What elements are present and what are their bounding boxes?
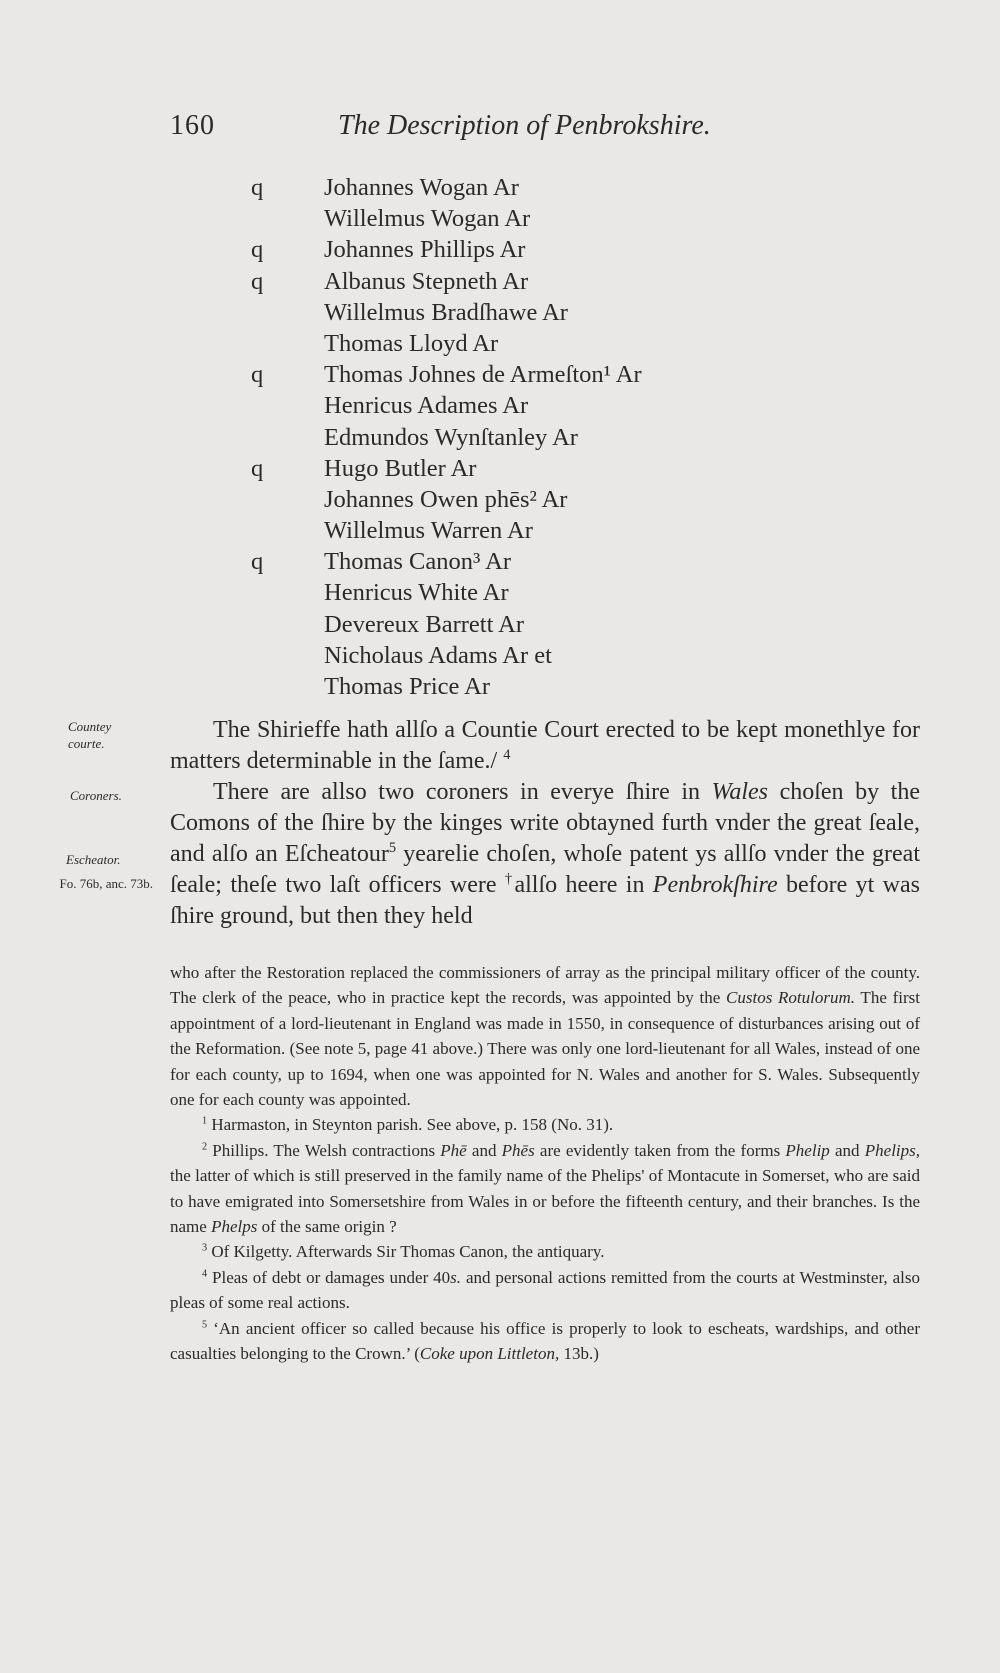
roster-mark: q — [251, 454, 264, 482]
roster-name: Johannes Owen phēs² Ar — [324, 485, 568, 513]
roster-name: Willelmus Bradſhawe Ar — [324, 298, 568, 326]
roster-entry — [180, 577, 780, 608]
roster-mark: q — [251, 361, 264, 389]
paragraph-coroners: There are allso two coroners in everye ſhire in Wales choſen by the Comons of the ſhire by the kinges write obtayned furth vnder the great ſeale, and alſo an Eſcheatour$^5$ yearelie choſen, whoſe patent ys allſo vnder the great ſeale; theſe two laſt officers were †allſo heere in Penbrokſhire before yt was ſhire ground, but then they held — [170, 779, 921, 929]
dagger-mark: † — [504, 871, 515, 887]
roster-mark: q — [251, 174, 264, 201]
roster-entry — [180, 609, 780, 640]
page-number: 160 — [170, 110, 215, 141]
roster-entry — [180, 328, 780, 359]
roster-name: Devereux Barrett Ar — [324, 610, 524, 638]
footnote-1: $^1$ Harmaston, in Steynton parish. See above, p. 158 (No. 31). — [202, 1115, 614, 1135]
roster-entry — [180, 453, 780, 484]
footnote-2: $^2$ Phillips. The Welsh contractions Phē and Phēs are evidently taken from the forms Phelip and Phelips, the latter of which is still preserved in the family name of the Phelips' of Montacute in Somerset, who are said to have emigrated into Somersetshire from Wales in or before the fifteenth century, and their branches. Is the name Phelps of the same origin ? — [170, 1140, 921, 1237]
roster-entry — [180, 266, 780, 297]
roster-entry — [180, 390, 780, 421]
roster-entry — [180, 297, 780, 328]
roster-mark: q — [251, 548, 264, 576]
footnote-ref-5: 5 — [388, 840, 397, 856]
footnote-continuation: who after the Restoration replaced the commissioners of array as the principal military officer of the county. The clerk of the peace, who in practice kept the records, was appointed by the Custos Rotulorum. The first appointment of a lord-lieutenant in England was made in 1550, in consequence of disturbances arising out of the Reformation. (See note 5, page 41 above.) There was only one lord-lieutenant for all Wales, instead of one for each county, up to 1694, when one was appointed for N. Wales and another for S. Wales. Subsequently one for each county was appointed. — [170, 963, 920, 1110]
roster-name: Henricus White Ar — [324, 579, 509, 607]
footnote-3: $^3$ Of Kilgetty. Afterwards Sir Thomas Canon, the antiquary. — [202, 1242, 605, 1262]
roster-name: Albanus Stepneth Ar — [324, 267, 529, 295]
roster-entry — [180, 515, 780, 546]
roster-entry — [180, 546, 780, 577]
main-text — [170, 715, 920, 932]
roster-name: Thomas Lloyd Ar — [324, 329, 499, 357]
roster-mark: q — [251, 267, 264, 295]
roster-entry — [180, 234, 780, 265]
roster-name: Thomas Canon³ Ar — [324, 548, 511, 576]
roster-entry — [180, 484, 780, 515]
page-header — [170, 110, 890, 150]
footnote-5: $^5$ ‘An ancient officer so called because his office is properly to look to escheats, wardships, and other casualties belonging to the Crown.’ (Coke upon Littleton, 13b.) — [170, 1318, 920, 1364]
running-title: The Description of Penbrokshire. — [338, 110, 711, 141]
roster-name: Thomas Johnes de Armeſton¹ Ar — [324, 361, 642, 389]
roster-name: Edmundos Wynſtanley Ar — [324, 423, 578, 451]
roster-entry — [180, 203, 780, 234]
paragraph-county-court: The Shirieffe hath allſo a Countie Court erected to be kept monethlye for matters determinable in the ſame./ $^4$ — [170, 717, 920, 774]
roster-name: Johannes Wogan Ar — [324, 174, 519, 201]
margin-note-coroners: Coroners. — [70, 788, 122, 803]
margin-note-escheator: Escheator. — [66, 852, 121, 867]
footnotes — [170, 960, 920, 1367]
roster-entry — [180, 359, 780, 390]
roster-name: Hugo Butler Ar — [324, 454, 477, 482]
roster-mark: q — [251, 236, 264, 264]
roster-entry — [180, 172, 780, 203]
roster-name: Thomas Price Ar — [324, 673, 491, 700]
roster-name: Nicholaus Adams Ar et — [324, 641, 552, 669]
roster-name: Willelmus Warren Ar — [324, 517, 533, 545]
margin-note-countey-courte: Countey courte. — [68, 719, 112, 751]
sheriff-roster — [180, 172, 780, 702]
roster-name: Willelmus Wogan Ar — [324, 205, 531, 233]
roster-entry — [180, 422, 780, 453]
footnote-4: $^4$ Pleas of debt or damages under 40s. and personal actions remitted from the courts at Westminster, also pleas of some real actions. — [170, 1267, 920, 1313]
roster-entry — [180, 640, 780, 671]
roster-entry — [180, 671, 780, 702]
margin-note-folio: Fo. 76b, anc. 73b. — [59, 876, 153, 891]
roster-name: Henricus Adames Ar — [324, 392, 529, 420]
roster-name: Johannes Phillips Ar — [324, 236, 526, 264]
footnote-ref-4: 4 — [503, 747, 511, 763]
